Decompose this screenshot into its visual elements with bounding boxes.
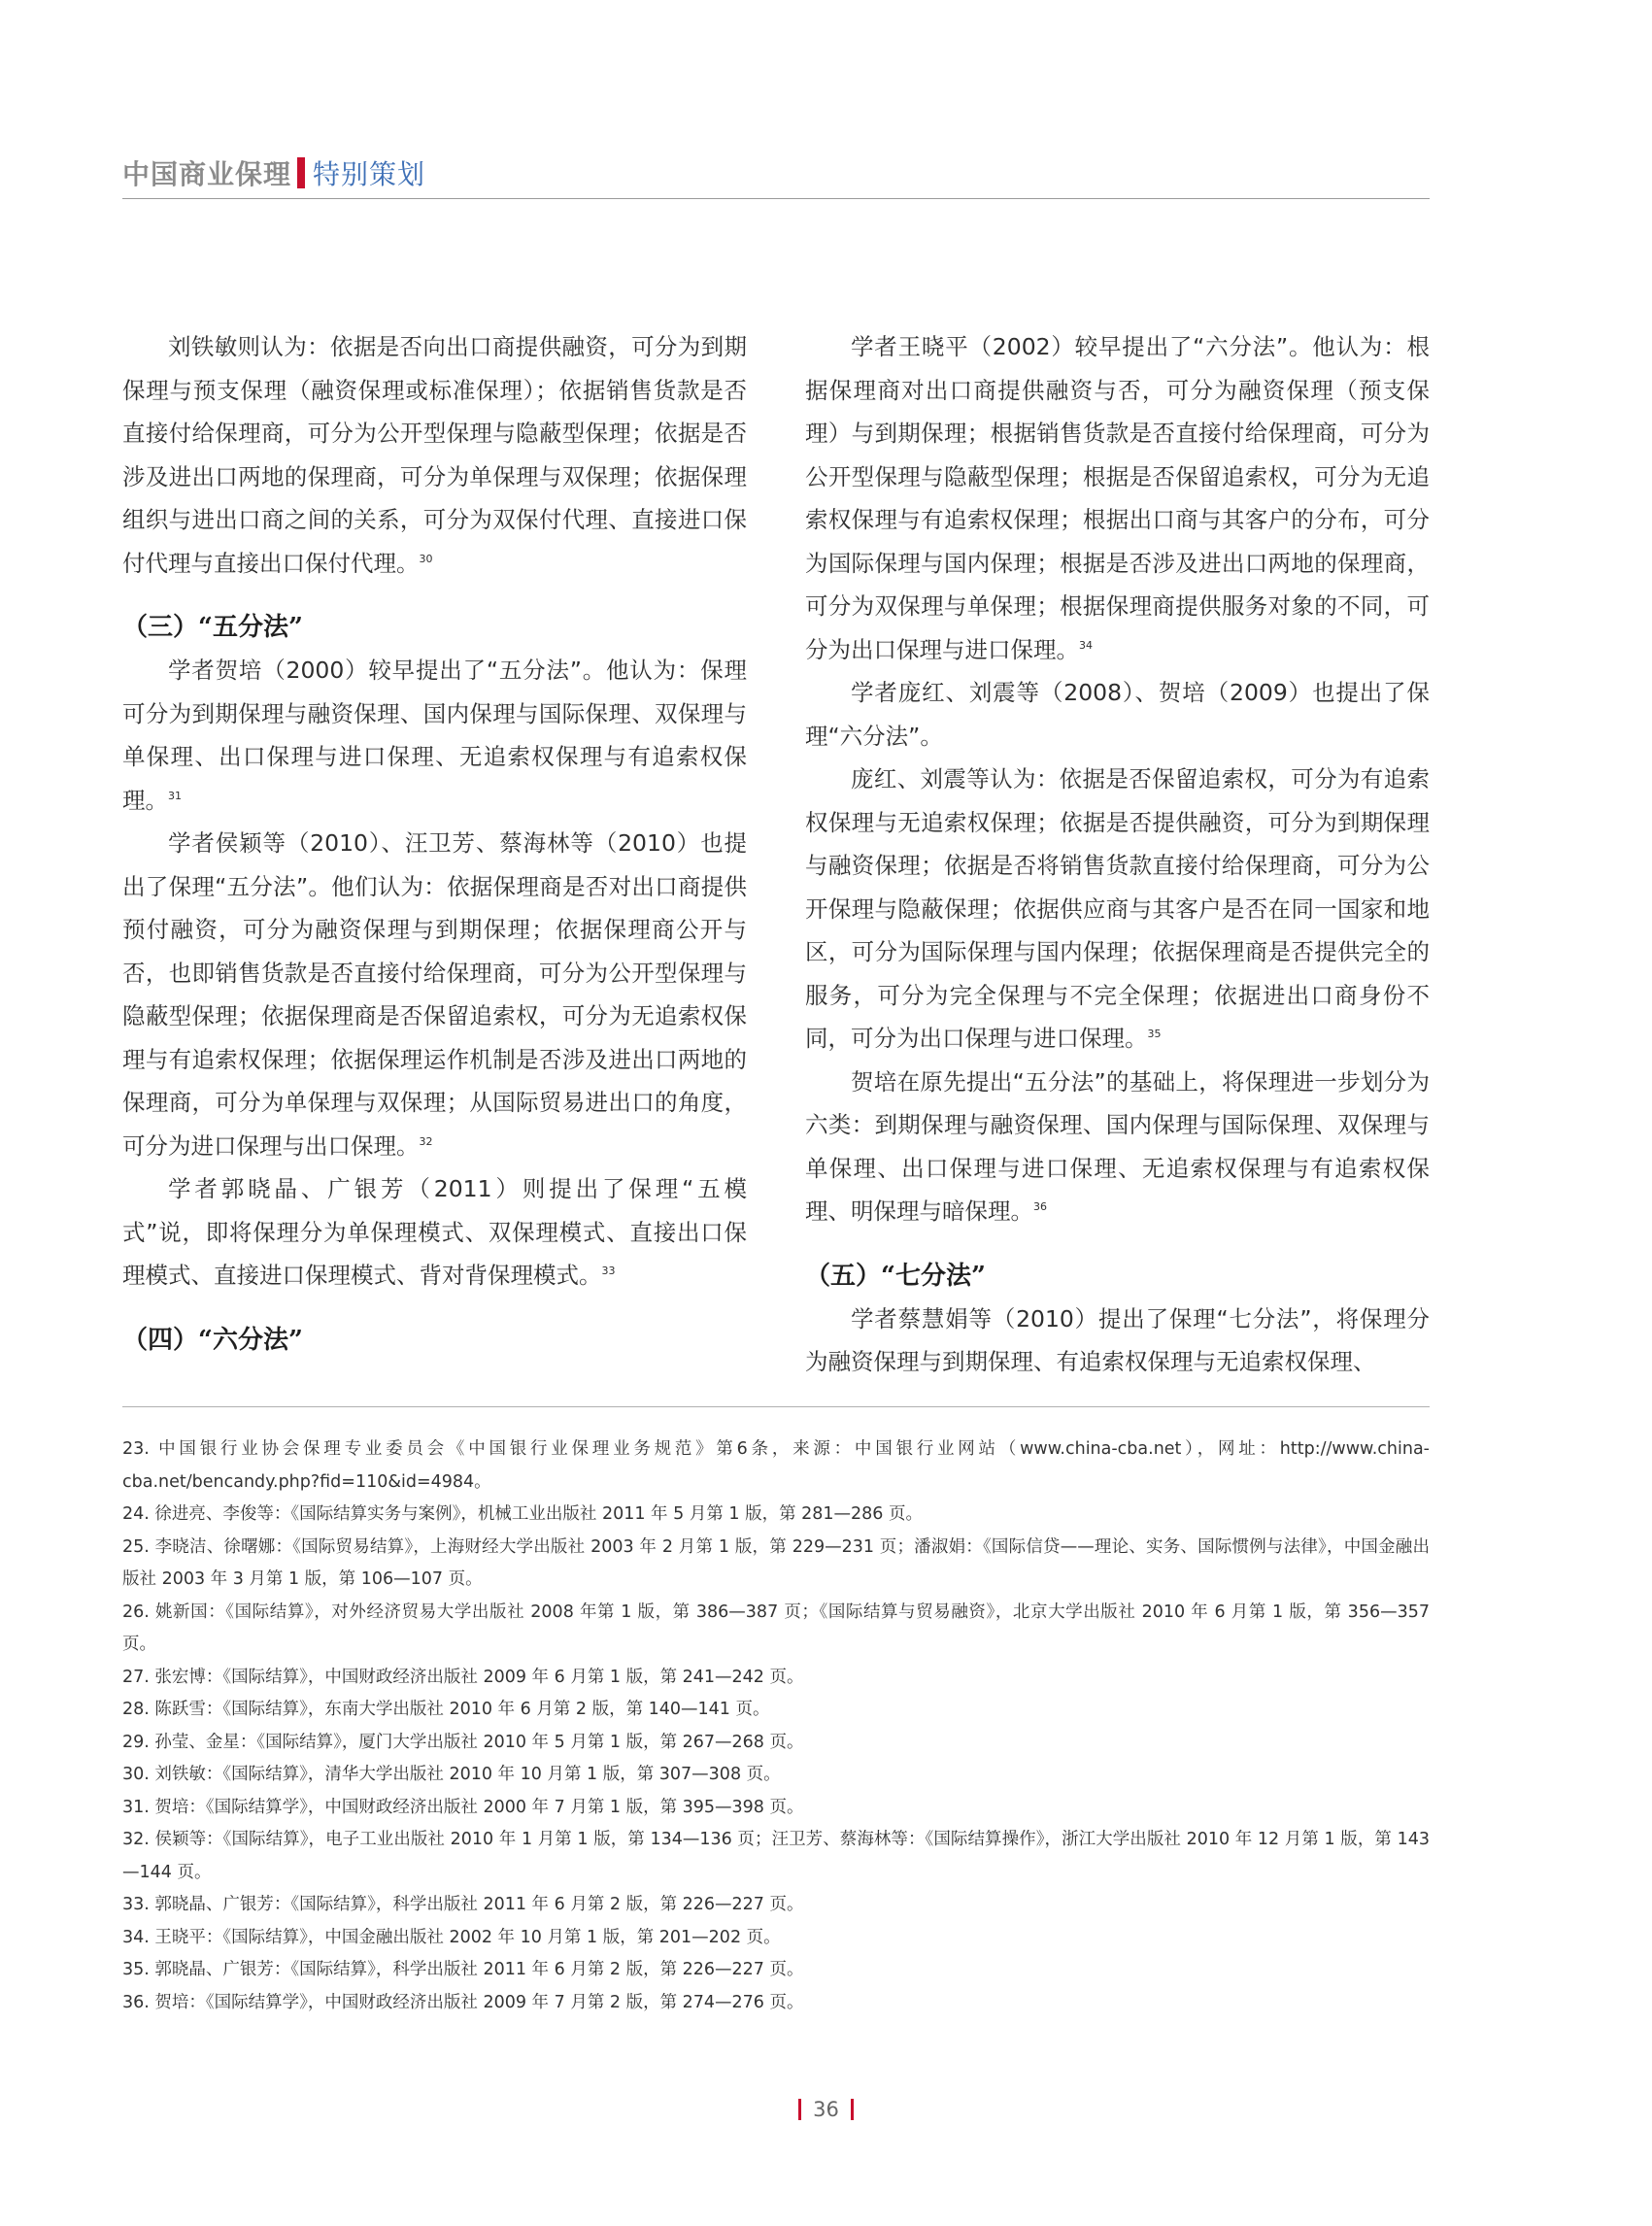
footnote-item: 28. 陈跃雪：《国际结算》，东南大学出版社 2010 年 6 月第 2 版，第 140—141 页。: [122, 1700, 770, 1719]
footnote-item: 24. 徐进亮、李俊等：《国际结算实务与案例》，机械工业出版社 2011 年 5 月第 1 版，第 281—286 页。: [122, 1504, 924, 1524]
magazine-brand: 中国商业保理: [122, 158, 292, 190]
body-paragraph: [122, 1167, 747, 1298]
footnote-item: 25. 李晓洁、徐曙娜：《国际贸易结算》，上海财经大学出版社 2003 年 2 月第 1 版，第 229—231 页；潘淑娟：《国际信贷——理论、实务、国际惯例与法律》，中国金融出版社 2003 年 3 月第 1 版，第 106—107 页。: [122, 1536, 1430, 1589]
header-rule: [122, 198, 1430, 199]
paragraph-text: 学者王晓平（2002）较早提出了“六分法”。他认为：根据保理商对出口商提供融资与否，可分为融资保理（预支保理）与到期保理；根据销售货款是否直接付给保理商，可分为公开型保理与隐蔽型保理；根据是否保留追索权，可分为无追索权保理与有追索权保理；根据出口商与其客户的分布，可分为国际保理与国内保理；根据是否涉及进出口两地的保理商，可分为双保理与单保理；根据保理商提供服务对象的不同，可分为出口保理与进口保理。: [805, 333, 1430, 663]
body-paragraph: [122, 325, 747, 585]
page-header: [122, 153, 425, 192]
body-paragraph: [122, 822, 747, 1167]
body-paragraph: [805, 325, 1430, 671]
paragraph-text: （三）“五分法”: [122, 613, 303, 642]
footnote-ref: 30: [419, 552, 433, 565]
footnote-item: 32. 侯颖等：《国际结算》，电子工业出版社 2010 年 1 月第 1 版，第 134—136 页；汪卫芳、蔡海林等：《国际结算操作》，浙江大学出版社 2010 年 12 月第 1 版，第 143—144 页。: [122, 1830, 1430, 1882]
footnote-item: 23. 中国银行业协会保理专业委员会《中国银行业保理业务规范》第6条，来源：中国银行业网站（www.china-cba.net），网址：http://www.china-cba.net/bencandy.php?fid=110&id=4984。: [122, 1439, 1430, 1492]
footnote-item: 30. 刘铁敏：《国际结算》，清华大学出版社 2010 年 10 月第 1 版，第 307—308 页。: [122, 1765, 781, 1784]
footnote-ref: 35: [1147, 1028, 1162, 1041]
footnote-item: 29. 孙莹、金星：《国际结算》，厦门大学出版社 2010 年 5 月第 1 版，第 267—268 页。: [122, 1732, 804, 1752]
footnote-ref: 31: [168, 789, 182, 802]
page-number-left-bar: [798, 2099, 801, 2120]
footnote-item: 27. 张宏博：《国际结算》，中国财政经济出版社 2009 年 6 月第 1 版，第 241—242 页。: [122, 1667, 804, 1687]
paragraph-text: 学者侯颖等（2010）、汪卫芳、蔡海林等（2010）也提出了保理“五分法”。他们认为：依据保理商是否对出口商提供预付融资，可分为融资保理与到期保理；依据保理商公开与否，也即销售货款是否直接付给保理商，可分为公开型保理与隐蔽型保理；依据保理商是否保留追索权，可分为无追索权保理与有追索权保理；依据保理运作机制是否涉及进出口两地的保理商，可分为单保理与双保理；从国际贸易进出口的角度，可分为进口保理与出口保理。: [122, 829, 747, 1160]
footnote-item: 36. 贺培：《国际结算学》，中国财政经济出版社 2009 年 7 月第 2 版，第 274—276 页。: [122, 1992, 804, 2012]
footnote-rule: [122, 1406, 1430, 1407]
paragraph-text: （四）“六分法”: [122, 1325, 303, 1355]
page-number: 36: [813, 2098, 839, 2121]
paragraph-text: （五）“七分法”: [805, 1261, 986, 1291]
body-paragraph: [805, 1298, 1430, 1384]
footnote-ref: 33: [601, 1265, 616, 1278]
paragraph-text: 刘铁敏则认为：依据是否向出口商提供融资，可分为到期保理与预支保理（融资保理或标准保理）；依据销售货款是否直接付给保理商，可分为公开型保理与隐蔽型保理；依据是否涉及进出口两地的保理商，可分为单保理与双保理；依据保理组织与进出口商之间的关系，可分为双保付代理、直接进口保付代理与直接出口保付代理。: [122, 333, 747, 577]
left-column: [122, 325, 747, 1362]
footnote-item: 35. 郭晓晶、广银芳：《国际结算》，科学出版社 2011 年 6 月第 2 版，第 226—227 页。: [122, 1960, 804, 1979]
footnote-ref: 32: [419, 1134, 433, 1148]
section-heading: [122, 1319, 747, 1362]
paragraph-text: 贺培在原先提出“五分法”的基础上，将保理进一步划分为六类：到期保理与融资保理、国内保理与国际保理、双保理与单保理、出口保理与进口保理、无追索权保理与有追索权保理、明保理与暗保理。: [805, 1067, 1430, 1225]
body-paragraph: [122, 649, 747, 822]
footnote-item: 26. 姚新国：《国际结算》，对外经济贸易大学出版社 2008 年第 1 版，第 386—387 页；《国际结算与贸易融资》，北京大学出版社 2010 年 6 月第 1 版，第 356—357 页。: [122, 1602, 1430, 1654]
body-paragraph: [805, 758, 1430, 1061]
footnotes: [122, 1433, 1430, 2019]
page-number-block: [0, 2098, 1652, 2121]
page-number-right-bar: [851, 2099, 854, 2120]
paragraph-text: 学者庞红、刘震等（2008）、贺培（2009）也提出了保理“六分法”。: [805, 679, 1430, 750]
footnote-ref: 36: [1033, 1200, 1047, 1214]
footnote-item: 34. 王晓平：《国际结算》，中国金融出版社 2002 年 10 月第 1 版，第 201—202 页。: [122, 1927, 781, 1947]
footnote-ref: 34: [1079, 638, 1093, 652]
footnote-item: 33. 郭晓晶、广银芳：《国际结算》，科学出版社 2011 年 6 月第 2 版，第 226—227 页。: [122, 1895, 804, 1914]
body-paragraph: [805, 1061, 1430, 1233]
section-heading: [805, 1255, 1430, 1298]
right-column: [805, 325, 1430, 1384]
section-title: 特别策划: [313, 158, 426, 190]
body-paragraph: [805, 671, 1430, 758]
header-divider-bar: [297, 157, 305, 188]
footnote-item: 31. 贺培：《国际结算学》，中国财政经济出版社 2000 年 7 月第 1 版，第 395—398 页。: [122, 1797, 804, 1817]
paragraph-text: 学者蔡慧娟等（2010）提出了保理“七分法”，将保理分为融资保理与到期保理、有追索权保理与无追索权保理、: [805, 1304, 1430, 1375]
section-heading: [122, 606, 747, 649]
paragraph-text: 庞红、刘震等认为：依据是否保留追索权，可分为有追索权保理与无追索权保理；依据是否提供融资，可分为到期保理与融资保理；依据是否将销售货款直接付给保理商，可分为公开保理与隐蔽保理；依据供应商与其客户是否在同一国家和地区，可分为国际保理与国内保理；依据保理商是否提供完全的服务，可分为完全保理与不完全保理；依据进出口商身份不同，可分为出口保理与进口保理。: [805, 765, 1430, 1052]
paragraph-text: 学者贺培（2000）较早提出了“五分法”。他认为：保理可分为到期保理与融资保理、国内保理与国际保理、双保理与单保理、出口保理与进口保理、无追索权保理与有追索权保理。: [122, 657, 747, 814]
paragraph-text: 学者郭晓晶、广银芳（2011）则提出了保理“五模式”说，即将保理分为单保理模式、双保理模式、直接出口保理模式、直接进口保理模式、背对背保理模式。: [122, 1175, 747, 1289]
